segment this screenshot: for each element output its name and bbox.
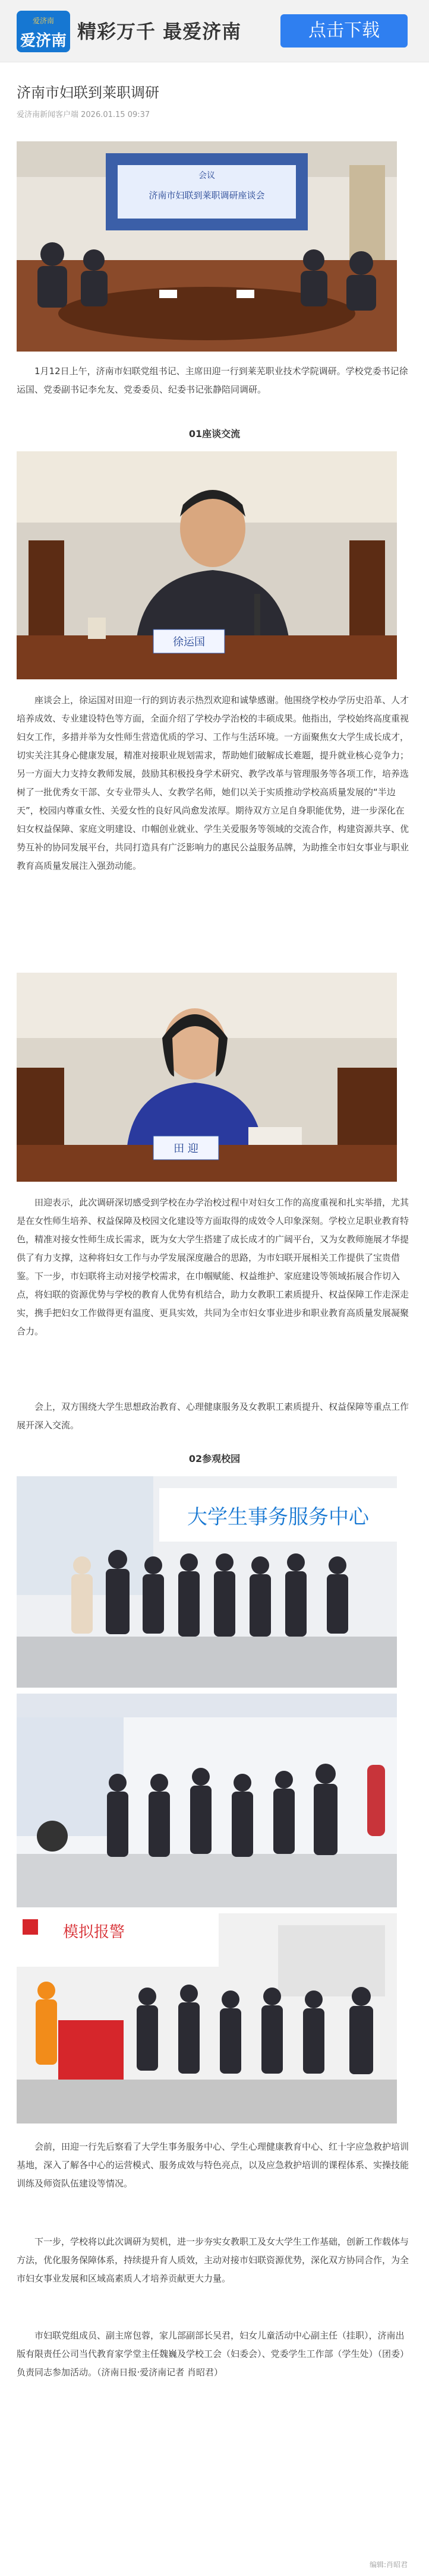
paragraph-visit-details: 会前，田迎一行先后察看了大学生事务服务中心、学生心理健康教育中心、红十字应急救护培训基地，深入了解各中心的运营模式、服务成效与特色亮点，以及应急救护培训的课程体系、实操技能训练及师资队伍建设等情况。 <box>17 2141 409 2189</box>
logo-text: 爱济南 <box>20 32 67 50</box>
article-meta: 爱济南新闻客户端 2026.01.15 09:37 <box>17 110 150 119</box>
screen-small-text: 会议 <box>198 171 215 181</box>
screen-title-text: 济南市妇联到莱职调研座谈会 <box>149 190 265 201</box>
paragraph-xu-speech: 座谈会上，徐运国对田迎一行的到访表示热烈欢迎和诚挚感谢。他围绕学校办学历史沿革、人才培养成效、专业建设特色等方面，全面介绍了学校办学治校的丰硕成果。他指出，学校始终高度重视妇女工作，多措并举为女性师生营造优质的学习、工作与生活环境。一方面聚焦女大学生成长成才，切实关注其身心健康发展，精准对接职业规划需求，帮助她们破解成长难题，提升就业核心竞争力；另一方面大力支持女教师发展，鼓励其积极投身学术研究、教学改革与管理服务等各项工作，培养选树了一批优秀女干部、女专业带头人、女教学名师，她们以关于实质推动学校高质量发展的“半边天”，校园内尊重女性、关爱女性的良好风尚愈发浓厚。期待双方立足自身职能优势，进一步深化在妇女权益保障、家庭文明建设、巾帼创业就业、学生关爱服务等领域的交流合作，构建资源共享、优势互补的协同发展平台，共同打造具有广泛影响力的惠民公益服务品牌，为助推全市妇女事业与职业教育高质量发展注入强劲动能。 <box>17 695 409 871</box>
service-center-sign: 大学生事务服务中心 <box>187 1505 369 1529</box>
section-heading-discussion: 01座谈交流 <box>188 428 241 439</box>
article-title: 济南市妇联到莱职调研 <box>17 84 159 101</box>
app-download-banner <box>0 0 429 62</box>
paragraph-attendees: 市妇联党组成员、副主席包蓉，家儿部副部长吴君，妇女儿童活动中心副主任（挂职），济南出版有限责任公司当代教育家学堂主任魏巍及学校工会（妇委会）、党委学生工作部（学生处）（团委）负责同志参加活动。（济南日报·爱济南记者 肖昭君） <box>17 2330 409 2378</box>
banner-slogan: 精彩万千 最爱济南 <box>77 20 242 43</box>
nameplate-xu: 徐运国 <box>173 636 205 648</box>
photo-speaker-woman <box>17 973 397 1182</box>
download-button[interactable]: 点击下载 <box>280 14 408 48</box>
alarm-wall-text: 模拟报警 <box>62 1923 125 1941</box>
paragraph-intro: 1月12日上午，济南市妇联党组书记、主席田迎一行到莱芜职业技术学院调研。学校党委书记徐运国、党委副书记李允友、党委委员、纪委书记张静陪同调研。 <box>17 366 408 395</box>
photo-redcross-base <box>17 1913 397 2124</box>
photo-meeting-room <box>17 141 397 352</box>
editor-credit: 编辑:肖昭君 <box>369 2561 408 2569</box>
logo-small-text: 爱济南 <box>32 17 54 25</box>
nameplate-tian: 田 迎 <box>174 1143 198 1155</box>
paragraph-next-steps: 下一步，学校将以此次调研为契机，进一步夯实女教职工及女大学生工作基础，创新工作载体与方法，优化服务保障体系，持续提升育人质效，主动对接市妇联资源优势，深化双方协同合作，为全市妇女事业发展和区域高素质人才培养贡献更大力量。 <box>17 2236 409 2284</box>
app-logo <box>17 11 70 52</box>
paragraph-tian-speech: 田迎表示，此次调研深切感受到学校在办学治校过程中对妇女工作的高度重视和扎实举措，尤其是在女性师生培养、权益保障及校园文化建设等方面取得的成效令人印象深刻。学校立足职业教育特色，精准对接女性师生成长需求，既为女大学生搭建了成长成才的广阔平台，又为女教师施展才华提供了有力支撑，这种将妇女工作与办学发展深度融合的思路，为市妇联开展相关工作提供了宝贵借鉴。下一步，市妇联将主动对接学校需求，在巾帼赋能、权益维护、家庭建设等领域拓展合作切入点，将妇联的资源优势与学校的教育人优势有机结合，助力女教职工素质提升、权益保障工作走深走实，携手把妇女工作做得更有温度、更具实效，共同为全市妇女事业进步和职业教育高质量发展凝聚合力。 <box>17 1197 409 1337</box>
photo-speaker-man <box>17 451 397 679</box>
section-heading-visit: 02参观校园 <box>188 1453 241 1464</box>
photo-service-center <box>17 1476 397 1688</box>
paragraph-exchange: 会上，双方围绕大学生思想政治教育、心理健康服务及女教职工素质提升、权益保障等重点工作展开深入交流。 <box>17 1401 409 1431</box>
photo-psychology-center <box>17 1694 397 1907</box>
